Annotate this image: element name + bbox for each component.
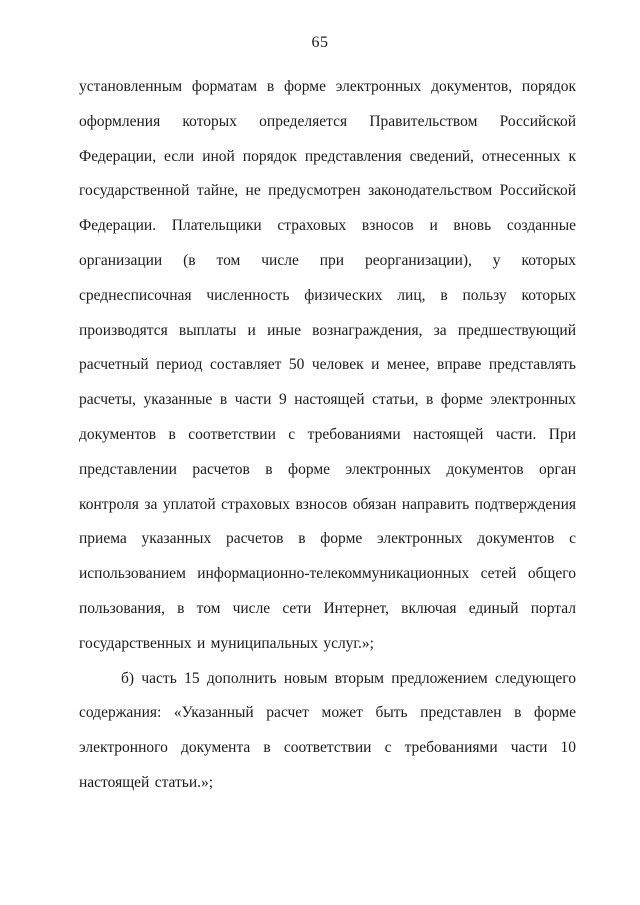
document-body — [79, 70, 576, 801]
paragraph: установленным форматам в форме электронных документов, порядок оформления которых определяется Правительством Российской Федерации, если иной порядок представления сведений, отнесенных к государственной тайне, не предусмотрен законодательством Российской Федерации. Плательщики страховых взносов и вновь созданные организации (в том числе при реорганизации), у которых среднесписочная численность физических лиц, в пользу которых производятся выплаты и иные вознаграждения, за предшествующий расчетный период составляет 50 человек и менее, вправе представлять расчеты, указанные в части 9 настоящей статьи, в форме электронных документов в соответствии с требованиями настоящей части. При представлении расчетов в форме электронных документов орган контроля за уплатой страховых взносов обязан направить подтверждения приема указанных расчетов в форме электронных документов с использованием информационно-телекоммуникационных сетей общего пользования, в том числе сети Интернет, включая единый портал государственных и муниципальных услуг.»; — [79, 78, 576, 652]
paragraph: б) часть 15 дополнить новым вторым предложением следующего содержания: «Указанный расчет может быть представлен в форме электронного документа в соответствии с требованиями части 10 настоящей статьи.»; — [79, 669, 576, 791]
page-number: 65 — [311, 34, 329, 51]
